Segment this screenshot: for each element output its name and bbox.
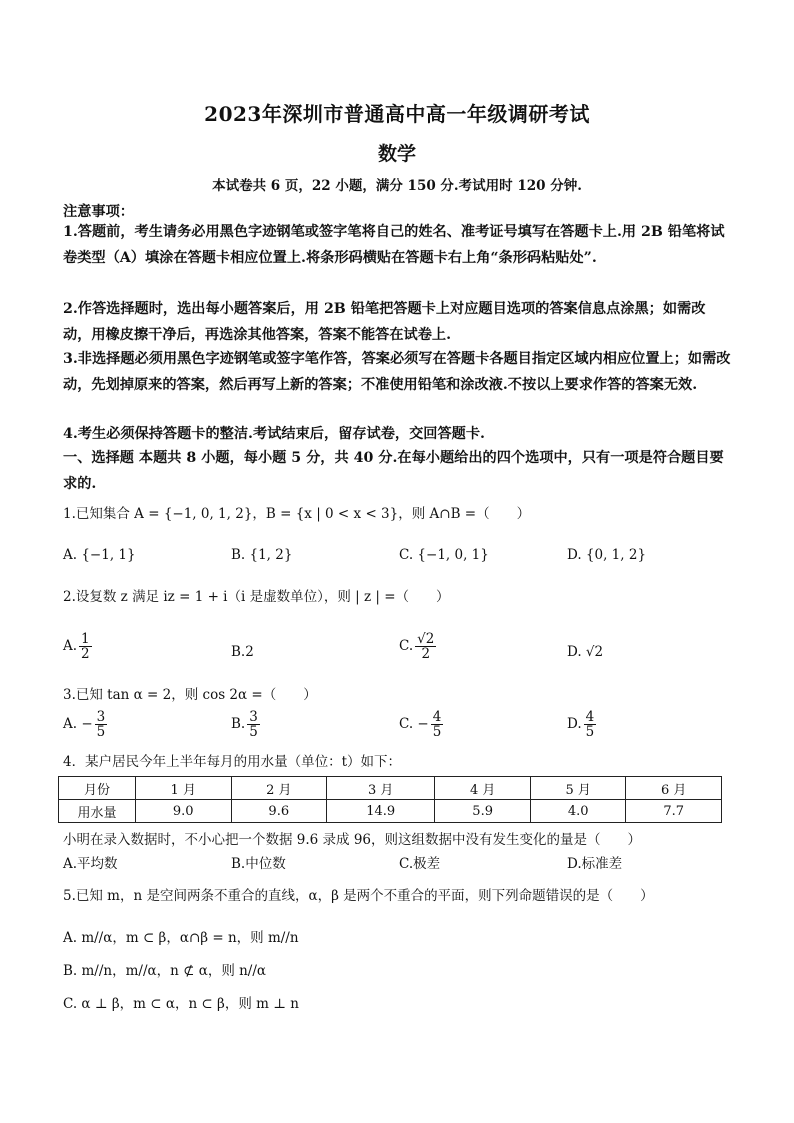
q2-option-c xyxy=(399,632,438,661)
q3-d-fraction xyxy=(584,710,597,739)
notice-item-2: 2.作答选择题时，选出每小题答案后，用 2B 铅笔把答题卡上对应题目选项的答案信息点涂黑；如需改动，用橡皮擦干净后，再选涂其他答案，答案不能答在试卷上. xyxy=(63,301,706,343)
q1-option-d: D. {0, 1, 2} xyxy=(567,547,647,563)
q4-option-d: D.标准差 xyxy=(567,856,623,872)
notice-heading: 注意事项： xyxy=(63,204,134,220)
q3-stem: 3.已知 tan α = 2，则 cos 2α =（ ） xyxy=(63,687,317,703)
table-header-usage: 用水量 xyxy=(59,800,136,823)
q5-option-a: A. m//α，m ⊂ β，α∩β = n，则 m//n xyxy=(63,930,299,946)
q3-c-denominator: 5 xyxy=(432,724,442,740)
table-cell: 4 月 xyxy=(435,777,531,800)
q2-a-denominator: 2 xyxy=(81,646,90,662)
q3-option-d xyxy=(567,710,598,739)
q3-option-b xyxy=(231,710,262,739)
table-cell: 3 月 xyxy=(327,777,435,800)
table-cell: 6 月 xyxy=(626,777,722,800)
table-cell: 2 月 xyxy=(231,777,327,800)
q5-option-b: B. m//n，m//α，n ⊄ α，则 n//α xyxy=(63,963,267,979)
q3-a-numerator: 3 xyxy=(96,709,106,725)
exam-title: 2023年深圳市普通高中高一年级调研考试 xyxy=(204,102,590,126)
exam-subject: 数学 xyxy=(377,143,416,165)
q4-option-a: A.平均数 xyxy=(63,856,118,872)
q3-a-prefix: A. − xyxy=(63,716,93,732)
q5-option-c: C. α ⊥ β，m ⊂ α，n ⊂ β，则 m ⊥ n xyxy=(63,996,299,1012)
q2-a-numerator: 1 xyxy=(81,631,90,647)
q3-d-denominator: 5 xyxy=(585,724,595,740)
table-header-month: 月份 xyxy=(59,777,136,800)
q2-c-numerator: √2 xyxy=(417,631,435,647)
q4-option-b: B.中位数 xyxy=(231,856,286,872)
notice-item-3: 3.非选择题必须用黑色字迹钢笔或签字笔作答，答案必须写在答题卡各题目指定区域内相应位置上；如需改动，先划掉原来的答案，然后再写上新的答案；不准使用铅笔和涂改液.不按以上要求作答的答案无效. xyxy=(63,351,731,393)
q3-b-denominator: 5 xyxy=(249,724,258,740)
q3-a-denominator: 5 xyxy=(96,724,106,740)
q3-c-fraction xyxy=(431,710,444,739)
notice-item-4: 4.考生必须保持答题卡的整洁.考试结束后，留存试卷，交回答题卡. xyxy=(63,426,485,442)
q4-text: 小明在录入数据时，不小心把一个数据 9.6 录成 96，则这组数据中没有发生变化的量是（ ） xyxy=(63,832,642,848)
q1-option-c: C. {−1, 0, 1} xyxy=(399,547,489,563)
q3-d-numerator: 4 xyxy=(585,709,595,725)
q2-option-a-prefix: A. xyxy=(63,638,78,654)
table-cell: 14.9 xyxy=(327,800,435,823)
q3-option-a xyxy=(63,710,109,739)
table-row xyxy=(59,800,722,823)
table-row xyxy=(59,777,722,800)
q3-b-prefix: B. xyxy=(231,716,246,732)
q2-option-d: D. √2 xyxy=(567,644,604,660)
table-cell: 7.7 xyxy=(626,800,722,823)
q3-option-c xyxy=(399,710,445,739)
q2-c-denominator: 2 xyxy=(421,646,431,662)
q5-stem: 5.已知 m，n 是空间两条不重合的直线，α，β 是两个不重合的平面，则下列命题错误的是（ ） xyxy=(63,888,654,904)
table-cell: 4.0 xyxy=(530,800,626,823)
water-usage-table xyxy=(58,776,722,823)
q4-stem: 4．某户居民今年上半年每月的用水量（单位：t）如下： xyxy=(63,754,402,770)
q4-option-c: C.极差 xyxy=(399,856,441,872)
q2-option-c-prefix: C. xyxy=(399,638,414,654)
q2-option-a xyxy=(63,632,94,661)
q1-stem: 1.已知集合 A = {−1, 0, 1, 2}，B = {x | 0 < x < 3}，则 A∩B =（ ） xyxy=(63,506,531,522)
q3-c-numerator: 4 xyxy=(432,709,442,725)
table-cell: 5.9 xyxy=(435,800,531,823)
q1-option-b: B. {1, 2} xyxy=(231,547,293,563)
section-1-heading: 一、选择题 本题共 8 小题，每小题 5 分，共 40 分.在每小题给出的四个选项中，只有一项是符合题目要求的. xyxy=(63,450,724,492)
table-cell: 9.0 xyxy=(136,800,232,823)
table-cell: 9.6 xyxy=(231,800,327,823)
q2-stem: 2.设复数 z 满足 iz = 1 + i（i 是虚数单位），则 | z | =（ ） xyxy=(63,589,450,605)
q2-option-c-fraction xyxy=(415,632,436,661)
q2-option-b: B.2 xyxy=(231,644,254,660)
q2-option-a-fraction xyxy=(79,632,92,661)
q3-b-numerator: 3 xyxy=(249,709,258,725)
table-cell: 5 月 xyxy=(530,777,626,800)
table-cell: 1 月 xyxy=(136,777,232,800)
q3-b-fraction xyxy=(247,710,260,739)
notice-item-1: 1.答题前，考生请务必用黑色字迹钢笔或签字笔将自己的姓名、准考证号填写在答题卡上.用 2B 铅笔将试卷类型（A）填涂在答题卡相应位置上.将条形码横贴在答题卡右上角“条形码粘贴处”. xyxy=(63,224,725,266)
q3-a-fraction xyxy=(95,710,108,739)
q1-option-a: A. {−1, 1} xyxy=(63,547,136,563)
q3-c-prefix: C. − xyxy=(399,716,429,732)
exam-info: 本试卷共 6 页，22 小题，满分 150 分.考试用时 120 分钟. xyxy=(212,178,582,194)
q3-d-prefix: D. xyxy=(567,716,582,732)
